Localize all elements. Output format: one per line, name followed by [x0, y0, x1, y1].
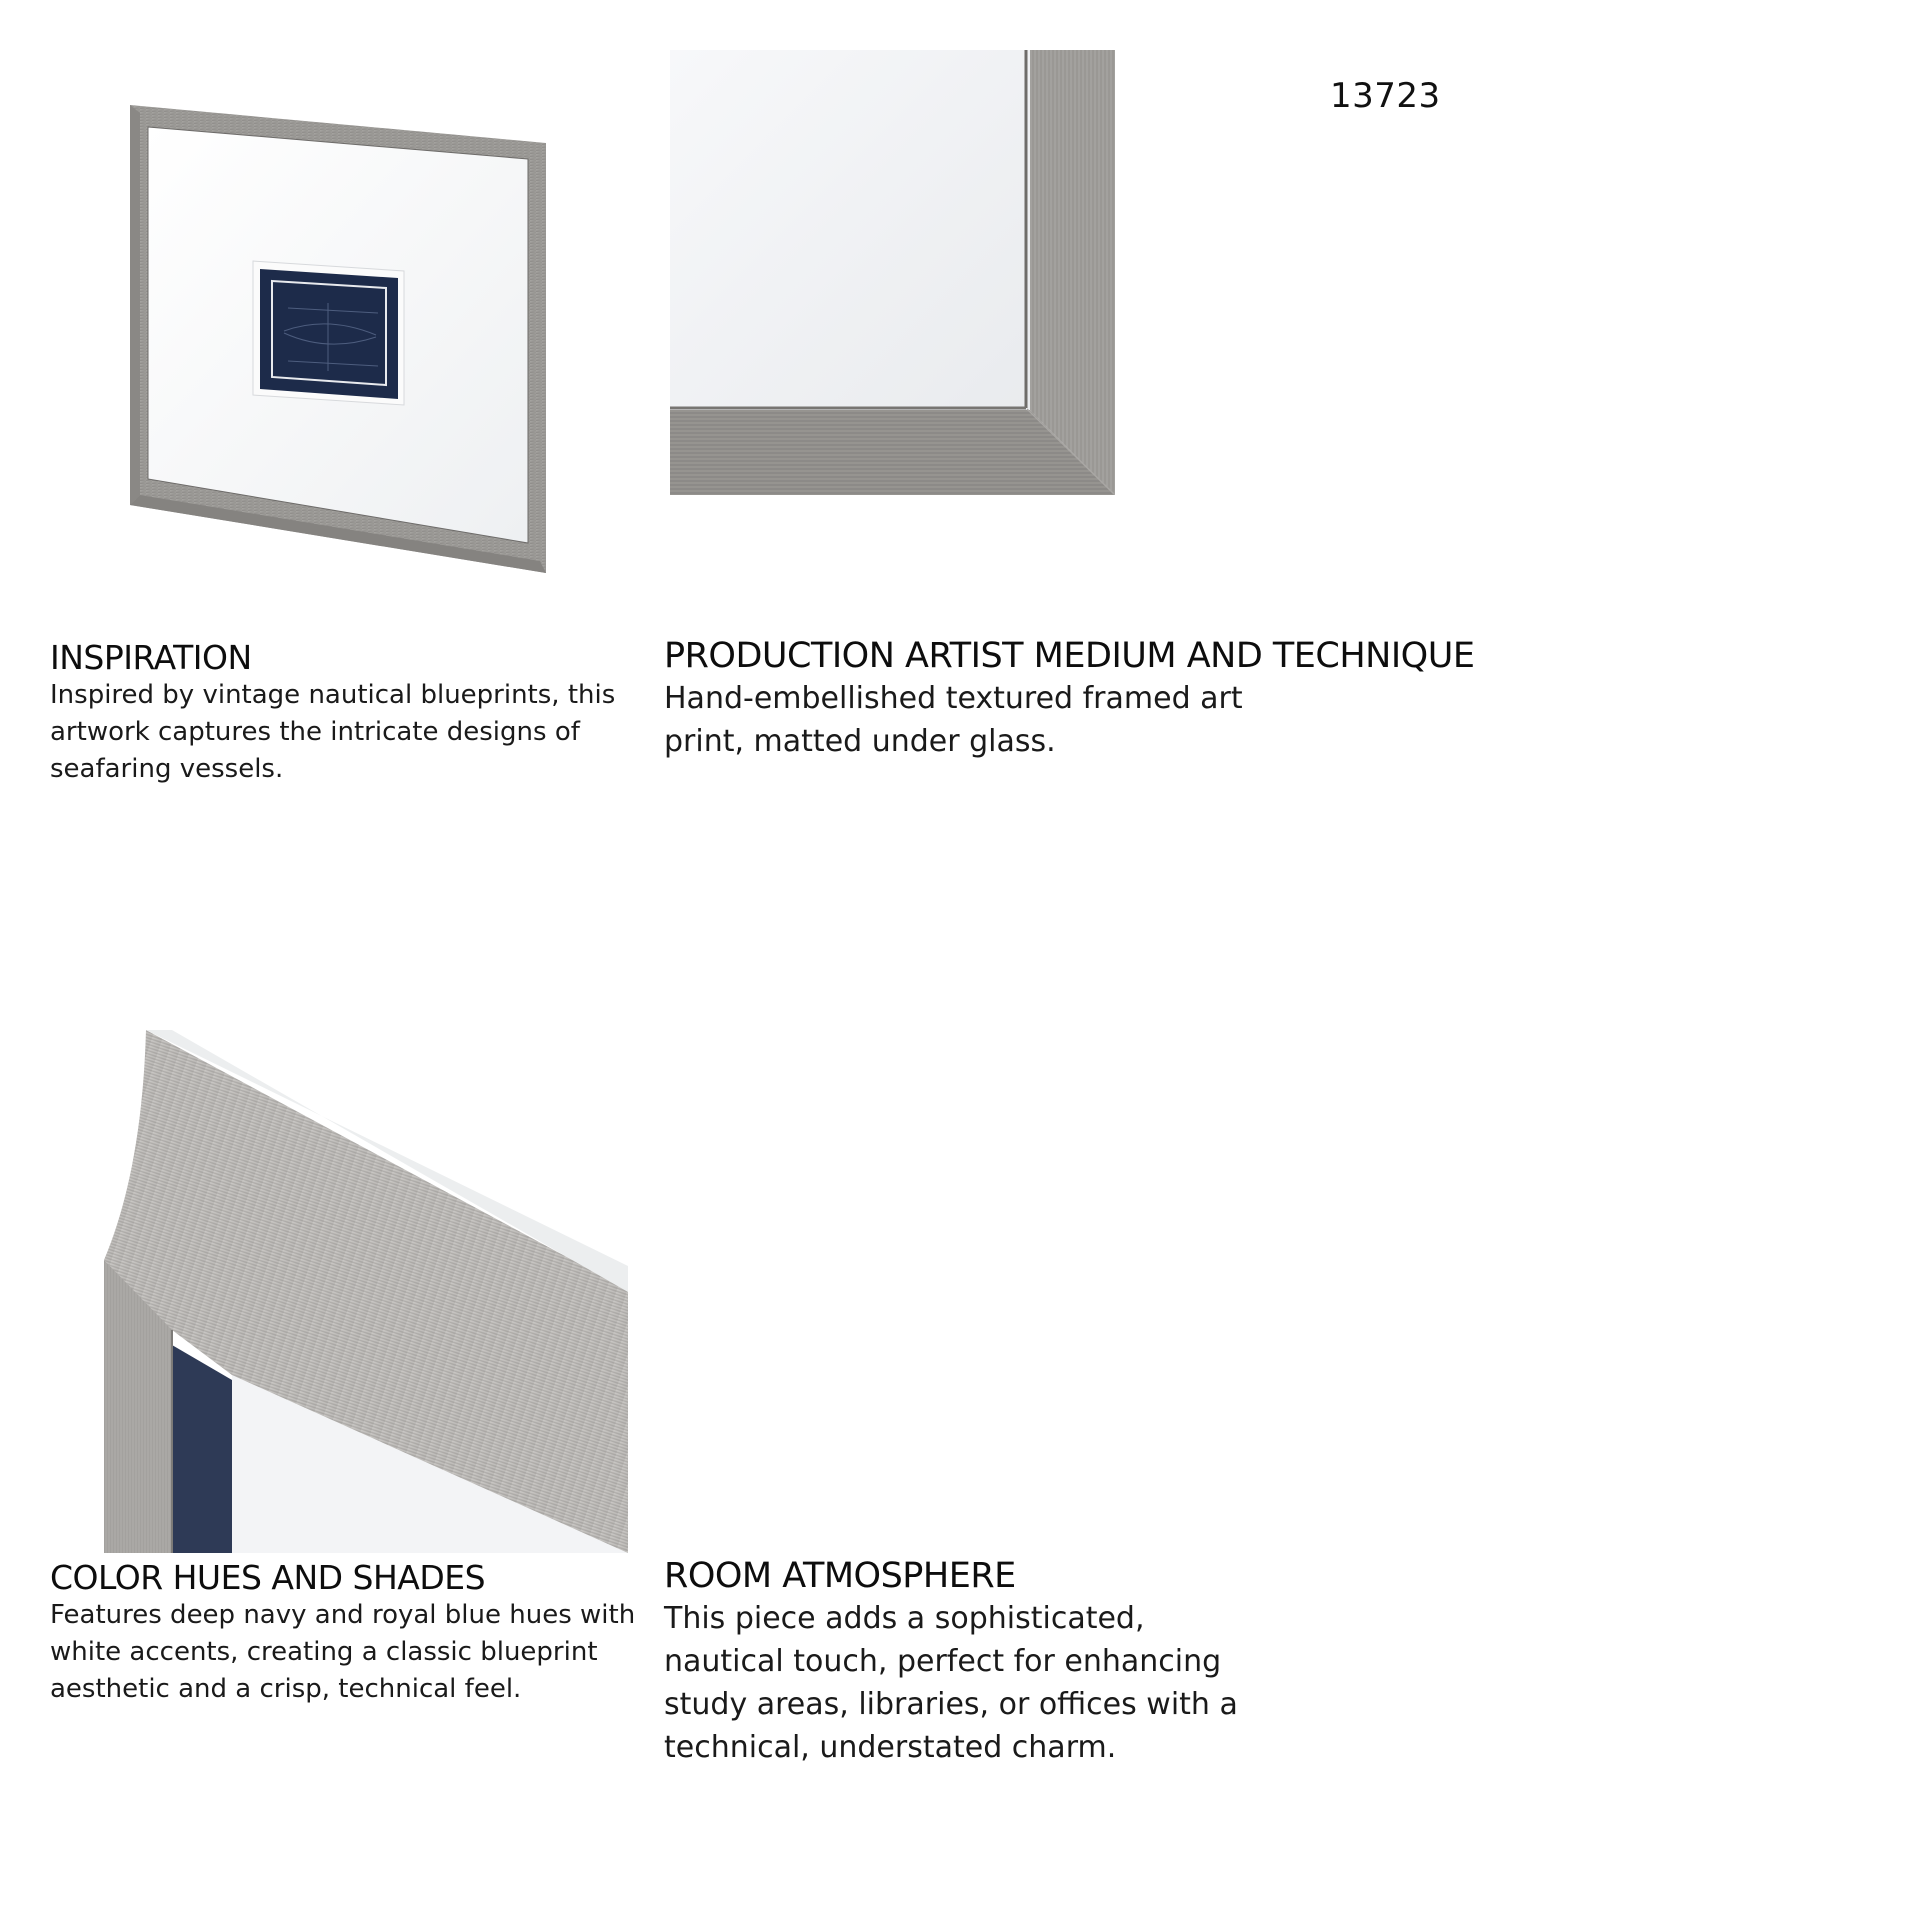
- color-heading: COLOR HUES AND SHADES: [50, 1558, 486, 1597]
- frame-corner-illustration: [670, 50, 1115, 495]
- frame-profile-image: [102, 1030, 628, 1553]
- room-text: This piece adds a sophisticated, nautical touch, perfect for enhancing study areas, libraries, or offices with a technical, understated charm.: [664, 1601, 1238, 1765]
- inspiration-text: Inspired by vintage nautical blueprints, this artwork captures the intricate designs of seafaring vessels.: [50, 680, 616, 784]
- framed-art-illustration: [128, 103, 548, 575]
- production-heading: PRODUCTION ARTIST MEDIUM AND TECHNIQUE: [664, 636, 1475, 676]
- product-sku: 13723: [1330, 76, 1441, 116]
- production-text: Hand-embellished textured framed art print, matted under glass.: [664, 681, 1243, 759]
- frame-profile-illustration: [102, 1030, 628, 1553]
- room-heading: ROOM ATMOSPHERE: [664, 1556, 1016, 1596]
- framed-art-image: [128, 103, 548, 575]
- frame-corner-image: [670, 50, 1115, 495]
- inspiration-heading: INSPIRATION: [50, 638, 252, 677]
- color-text: Features deep navy and royal blue hues with white accents, creating a classic blueprint aesthetic and a crisp, technical feel.: [50, 1600, 636, 1704]
